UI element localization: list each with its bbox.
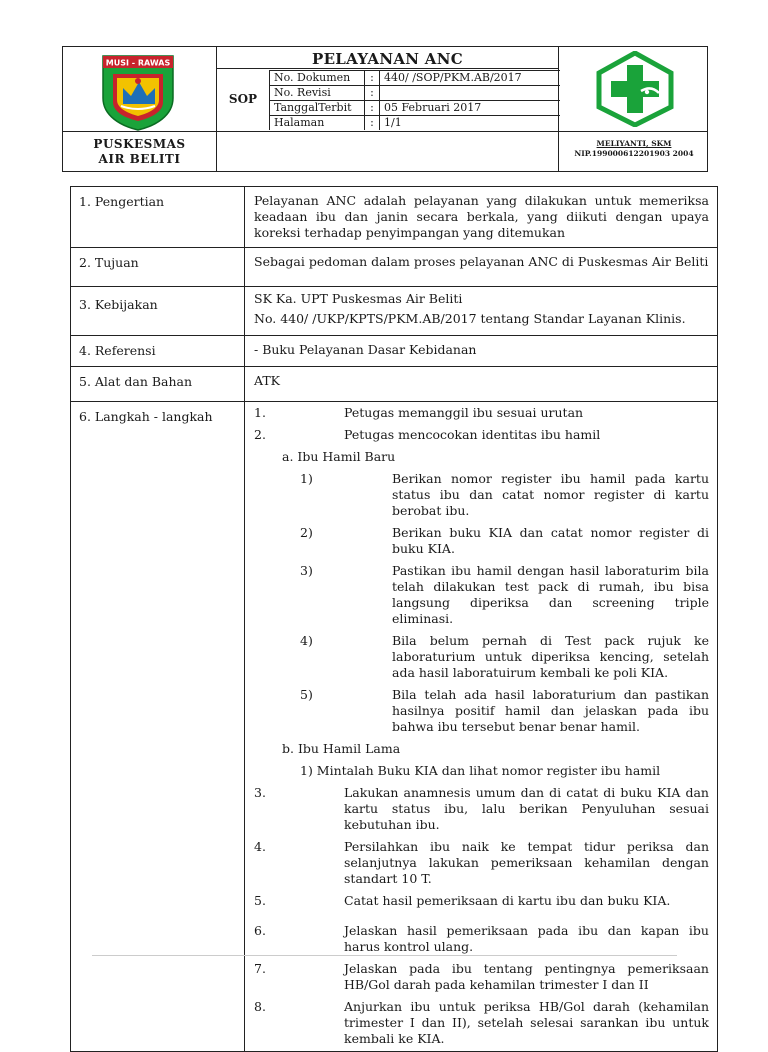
list-item: 4. Persilahkan ibu naik ke tempat tidur periksa dan selanjutnya lakukan pemeriksaan kehamilan dengan standart 10 T. — [254, 839, 709, 886]
meta-row: Halaman : 1/1 — [270, 116, 561, 131]
list-item: 1. Petugas memanggil ibu sesuai urutan — [254, 405, 584, 420]
list-item: 5) Bila telah ada hasil laboraturium dan pastikan hasilnya positif hamil dan jelaskan pada ibu bahwa ibu tersebut benar benar hamil. — [300, 687, 709, 734]
organization-name: PUSKESMAS AIR BELITI — [93, 137, 186, 166]
list-item: 3. Lakukan anamnesis umum dan di catat di buku KIA dan kartu status ibu, lalu berikan Penyuluhan sesuai kebutuhan ibu. — [254, 785, 709, 832]
list-item: 7. Jelaskan pada ibu tentang pentingnya pemeriksaan HB/Gol darah pada kehamilan trimester I dan II — [254, 961, 709, 992]
puskesmas-logo — [595, 51, 675, 127]
doc-type-label: SOP — [228, 92, 258, 106]
signature-block — [559, 139, 709, 159]
section-row-referensi: 4. Referensi - Buku Pelayanan Dasar Kebidanan — [71, 336, 718, 367]
list-item: 5. Catat hasil pemeriksaan di kartu ibu dan buku KIA. — [254, 893, 671, 908]
page-footer-divider — [92, 955, 677, 956]
list-item: 2. Petugas mencocokan identitas ibu hamil — [254, 427, 601, 442]
list-item: 2) Berikan buku KIA dan catat nomor register di buku KIA. — [300, 525, 709, 556]
subheading-ibu-hamil-lama: b. Ibu Hamil Lama — [282, 741, 401, 756]
document-title: PELAYANAN ANC — [311, 50, 463, 68]
list-item: 8. Anjurkan ibu untuk periksa HB/Gol darah (kehamilan trimester I dan II), setelah selesai sarankan ibu untuk kembali ke KIA. — [254, 999, 709, 1046]
list-item: 1) Berikan nomor register ibu hamil pada kartu status ibu dan catat nomor register di kartu berobat ibu. — [300, 471, 709, 518]
section-row-kebijakan: 3. Kebijakan SK Ka. UPT Puskesmas Air Beliti No. 440/ /UKP/KPTS/PKM.AB/2017 tentang Standar Layanan Klinis. — [71, 287, 718, 336]
sop-header — [62, 46, 708, 172]
document-meta-table — [269, 70, 560, 130]
signer-name: MELIYANTI, SKM — [596, 139, 672, 148]
meta-row: TanggalTerbit : 05 Februari 2017 — [270, 101, 561, 116]
svg-text:MUSI - RAWAS: MUSI - RAWAS — [105, 58, 171, 68]
list-item: 6. Jelaskan hasil pemeriksaan pada ibu dan kapan ibu harus kontrol ulang. — [254, 923, 709, 954]
section-row-alat: 5. Alat dan Bahan ATK — [71, 367, 718, 402]
meta-row: No. Dokumen : 440/ /SOP/PKM.AB/2017 — [270, 71, 561, 86]
meta-row: No. Revisi : — [270, 86, 561, 101]
section-row-langkah: 6. Langkah - langkah 1. Petugas memanggil ibu sesuai urutan 2. Petugas mencocokan identitas ibu hamil a. Ibu Hamil Baru 1) Berikan nomor register ibu hamil pada kartu status ibu dan catat nomor register di kartu berobat ibu. 2) Berikan buku KIA dan catat nomor register di buku KIA. 3) Pastikan ibu hamil dengan hasil laboraturim bila telah dilakukan test pack di rumah, ibu bisa langsung diperiksa dan screening triple eliminasi. 4) Bila belum pernah di Test pack rujuk ke laboraturium untuk diperiksa kencing, setelah ada hasil laboratuirum kembali ke poli KIA. 5) Bila telah ada hasil laboraturium dan pastikan hasilnya positif hamil dan jelaskan pada ibu bahwa ibu tersebut benar benar hamil. b. Ibu Hamil Lama 1) Mintalah Buku KIA dan lihat nomor register ibu hamil 3. Lakukan anamnesis umum dan di catat di buku KIA dan kartu status ibu, lalu berikan Penyuluhan sesuai kebutuhan ibu. 4. Persilahkan ibu naik ke tempat tidur periksa dan selanjutnya lakukan pemeriksaan kehamilan dengan standart 10 T. 5. Catat hasil pemeriksaan di kartu ibu dan buku KIA. 6. Jelaskan hasil pemeriksaan pada ibu dan kapan ibu harus kontrol ulang. 7. Jelaskan pada ibu tentang pentingnya pemeriksaan HB/Gol darah pada kehamilan trimester I dan II 8. Anjurkan ibu untuk periksa HB/Gol darah (kehamilan trimester I dan II), setelah selesai sarankan ibu untuk kembali ke KIA. — [71, 402, 718, 1052]
list-item: 3) Pastikan ibu hamil dengan hasil laboraturim bila telah dilakukan test pack di rumah, ibu bisa langsung diperiksa dan screening triple eliminasi. — [300, 563, 709, 626]
list-item: 4) Bila belum pernah di Test pack rujuk ke laboraturium untuk diperiksa kencing, setelah ada hasil laboratuirum kembali ke poli KIA. — [300, 633, 709, 680]
signer-nip: NIP.199000612201903 2004 — [574, 149, 694, 158]
musi-rawas-logo — [99, 52, 177, 132]
section-row-pengertian: 1. Pengertian Pelayanan ANC adalah pelayanan yang dilakukan untuk memeriksa keadaan ibu dan janin secara berkala, yang diikuti dengan upaya koreksi terhadap penyimpangan yang ditemukan — [71, 187, 718, 248]
subheading-ibu-hamil-baru: a. Ibu Hamil Baru — [282, 449, 396, 464]
list-item: 1) Mintalah Buku KIA dan lihat nomor register ibu hamil — [300, 763, 661, 778]
sop-content-table — [70, 186, 718, 1052]
section-row-tujuan: 2. Tujuan Sebagai pedoman dalam proses pelayanan ANC di Puskesmas Air Beliti — [71, 248, 718, 287]
